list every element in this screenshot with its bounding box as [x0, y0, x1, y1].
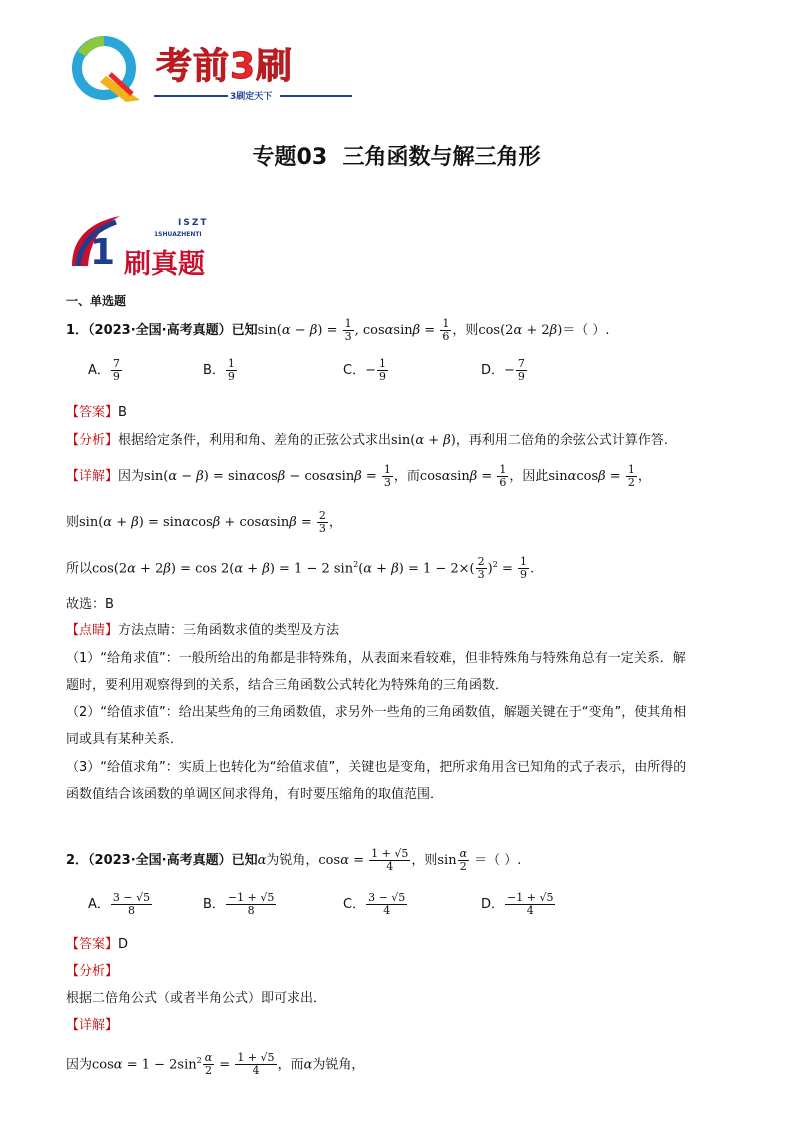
q2-stem: 2．（2023·全国·高考真题）已知α为锐角，cosα = $\frac{1 + √5}{4}$ ，则sin $\frac{\alpha}{2}$ ＝（ ）.	[66, 847, 522, 873]
q1-given-1: sin(α − β) = $\frac{1}{3}$ , cosαsinβ = $\frac{1}{6}$	[257, 317, 450, 343]
q1-analysis: 【分析】根据给定条件，利用和角、差角的正弦公式求出sin(α + β)，再利用二倍角的余弦公式计算作答.	[66, 433, 668, 448]
q1-answer: 【答案】B	[66, 405, 127, 420]
q-logo-icon	[70, 34, 146, 106]
q1-stem-prefix: 1．（2023·全国·高考真题）已知	[66, 323, 258, 338]
q2-option-d[interactable]: D． $\frac{-1 + √5}{4}$	[481, 891, 554, 917]
logo-subtitle: 3刷定天下	[230, 92, 273, 102]
q1-tip: 【点睛】方法点睛：三角函数求值的类型及方法	[66, 623, 340, 638]
q1-detail-3: 所以cos(2α + 2β) = cos 2(α + β) = 1 − 2 $\sin^2(\alpha + \beta) = 1 - 2\times$( $\frac{2}{3}$ )$^2$ = $\frac{1}{9}$ .	[66, 555, 535, 582]
logo-underline-left	[154, 95, 228, 97]
q1-stem-mid: ，则	[452, 323, 479, 338]
badge-label: 刷真题	[124, 249, 205, 280]
section-badge	[66, 212, 226, 278]
q2-option-a[interactable]: A． $\frac{3 - √5}{8}$	[88, 891, 151, 917]
q2-answer: 【答案】D	[66, 937, 129, 952]
q1-option-a[interactable]: A． $\frac{7}{9}$	[88, 357, 120, 383]
q1-choose: 故选：B	[66, 597, 114, 612]
badge-code: ISZT	[178, 218, 209, 228]
q1-stem-end: ＝（ ）.	[562, 323, 610, 338]
q2-analysis-text: 根据二倍角公式（或者半角公式）即可求出．	[66, 991, 327, 1006]
q1-tip-line: （2）“给值求值”：给出某些角的三角函数值，求另外一些角的三角函数值，解题关键在于“变角”，使其角相	[66, 705, 687, 720]
q1-option-d[interactable]: D．− $\frac{7}{9}$	[481, 357, 525, 383]
q1-detail-2: 则sin(α + β) = sinαcosβ + cosαsinβ = $\frac{2}{3}$ ，	[66, 509, 342, 535]
page-title: 专题03 三角函数与解三角形	[252, 145, 541, 170]
q2-option-b[interactable]: B． $\frac{-1 + √5}{8}$	[203, 891, 275, 917]
q1-tip-line: （1）“给角求值”：一般所给出的角都是非特殊角，从表面来看较难，但非特殊角与特殊角总有一定关系．解	[66, 651, 686, 666]
badge-pinyin: 1SHUAZHENTI	[154, 231, 202, 238]
q1-tip-line: 函数值结合该函数的单调区间求得角，有时要压缩角的取值范围．	[66, 787, 444, 802]
q1-stem	[66, 318, 610, 343]
q1-detail-1: 【详解】因为sin(α − β) = sinαcosβ − cosαsinβ = $\frac{1}{3}$ ，而cosαsinβ = $\frac{1}{6}$ ，因此sinαcosβ = $\frac{1}{2}$ ，	[66, 463, 651, 489]
q1-tip-line: （3）“给值求角”：实质上也转化为“给值求值”，关键也是变角，把所求角用含已知角的式子表示，由所得的	[66, 760, 687, 775]
logo-underline-right	[280, 95, 352, 97]
section-heading: 一、单选题	[66, 294, 127, 308]
badge-number: 1	[90, 232, 116, 273]
header-logo	[70, 34, 360, 106]
q1-option-b[interactable]: B． $\frac{1}{9}$	[203, 357, 235, 383]
logo-title: 考前3刷	[156, 46, 294, 87]
q1-option-c[interactable]: C．− $\frac{1}{9}$	[343, 357, 386, 383]
q1-target: cos(2α + 2β)	[478, 323, 563, 338]
q2-detail-line: 因为$\cos\alpha = 1 - 2\sin^2$ $\frac{\alpha}{2}$ = $\frac{1 + √5}{4}$ ，而α为锐角，	[66, 1051, 365, 1078]
q2-option-c[interactable]: C． $\frac{3 - √5}{4}$	[343, 891, 406, 917]
q1-tip-line: 同或具有某种关系．	[66, 732, 184, 747]
q2-analysis-tag: 【分析】	[66, 964, 119, 979]
q2-detail-tag: 【详解】	[66, 1018, 119, 1033]
q1-tip-line: 题时，要利用观察得到的关系，结合三角函数公式转化为特殊角的三角函数．	[66, 678, 509, 693]
